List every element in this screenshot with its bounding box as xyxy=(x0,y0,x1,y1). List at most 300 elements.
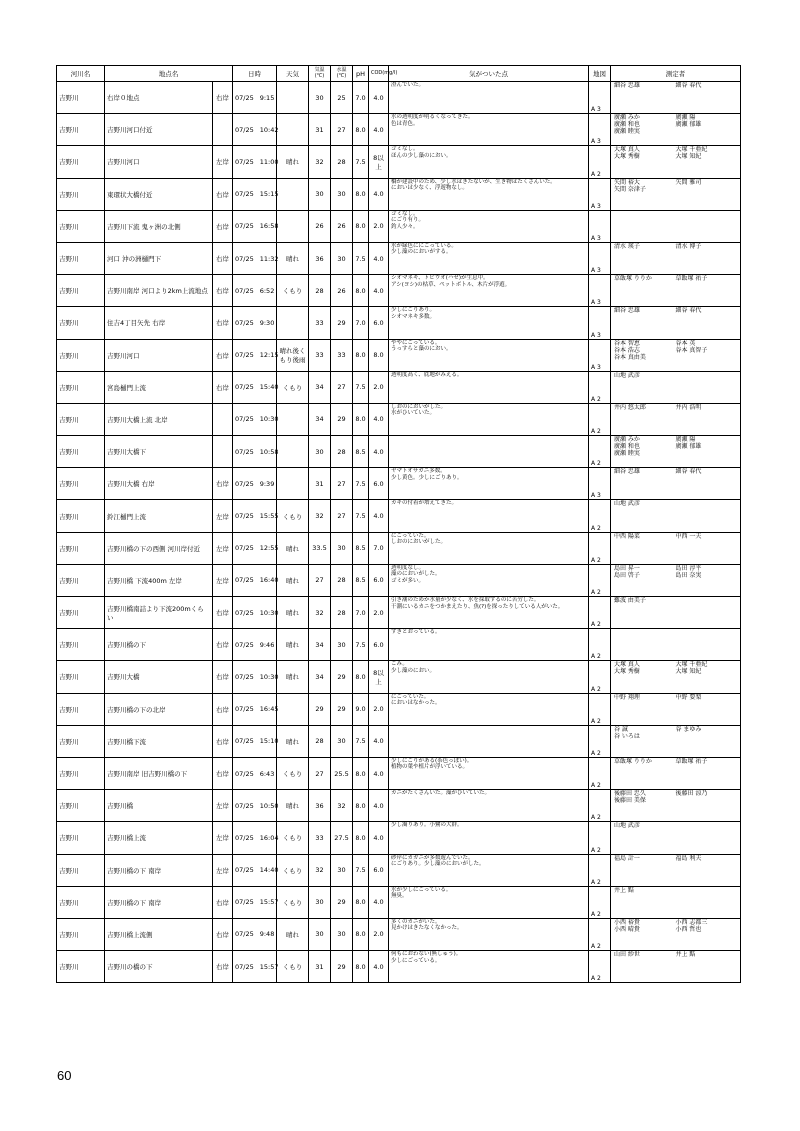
ph-cell: 7.0 xyxy=(353,307,369,339)
map-cell: A 2 xyxy=(589,500,611,532)
weather-cell: くもり xyxy=(277,951,309,983)
notes-cell: ゴミなし。 ほんの少し藻のにおい。 xyxy=(389,146,589,178)
time-value: 12:15 xyxy=(259,351,279,360)
weather-cell: くもり xyxy=(277,275,309,307)
observer-name: 矢間 奈津子 xyxy=(614,185,646,193)
observer-name: 中野 要梨 xyxy=(675,693,702,701)
map-cell: A 2 xyxy=(589,725,611,757)
datetime-cell xyxy=(233,500,277,532)
site-cell: 鈴江樋門上流 xyxy=(105,500,213,532)
site-cell: 吉野川大橋 右岸 xyxy=(105,468,213,500)
observer-cell xyxy=(611,339,741,371)
site-cell: 吉野川橋上流 xyxy=(105,822,213,854)
map-cell: A 2 xyxy=(589,146,611,178)
date-value: 07/25 xyxy=(235,447,254,456)
header-observer: 測定者 xyxy=(611,66,741,82)
table-row xyxy=(57,597,741,629)
time-value: 9:46 xyxy=(259,640,275,649)
bank-cell: 右岸 xyxy=(213,629,233,661)
datetime-cell xyxy=(233,403,277,435)
map-cell: A 2 xyxy=(589,403,611,435)
observer-line xyxy=(614,450,737,457)
site-cell: 東環状大橋付近 xyxy=(105,178,213,210)
map-cell: A 3 xyxy=(589,178,611,210)
river-cell: 吉野川 xyxy=(57,854,105,886)
map-cell: A 2 xyxy=(589,597,611,629)
observer-name: 大塚 千亜紀 xyxy=(675,146,708,154)
date-value: 07/25 xyxy=(235,866,254,875)
site-cell: 吉野川河口 xyxy=(105,339,213,371)
datetime-cell xyxy=(233,532,277,564)
observer-name: 谷 誠 xyxy=(614,725,628,733)
river-cell: 吉野川 xyxy=(57,210,105,242)
map-cell: A 2 xyxy=(589,371,611,403)
river-cell: 吉野川 xyxy=(57,822,105,854)
observer-line xyxy=(614,668,737,675)
observer-name: 矢間 裕大 xyxy=(614,178,640,186)
table-row xyxy=(57,275,741,307)
river-cell: 吉野川 xyxy=(57,339,105,371)
river-cell: 吉野川 xyxy=(57,693,105,725)
date-value: 07/25 xyxy=(235,576,254,585)
bank-cell: 右岸 xyxy=(213,597,233,629)
ph-cell: 8.0 xyxy=(353,275,369,307)
air-temp-cell: 34 xyxy=(309,661,331,693)
observer-cell xyxy=(611,757,741,789)
water-temp-cell: 30 xyxy=(331,178,353,210)
bank-cell: 右岸 xyxy=(213,339,233,371)
ph-cell: 7.5 xyxy=(353,500,369,532)
bank-cell: 左岸 xyxy=(213,564,233,596)
map-cell: A 3 xyxy=(589,82,611,114)
air-temp-cell: 26 xyxy=(309,210,331,242)
notes-cell: 澄んでいた。 xyxy=(389,82,589,114)
observer-name: 難波 由美子 xyxy=(614,597,646,604)
ph-cell: 8.5 xyxy=(353,564,369,596)
observer-name: 大塚 千亜紀 xyxy=(675,661,708,669)
cod-cell: 4.0 xyxy=(369,114,389,146)
observer-name: 廣瀬 睦実 xyxy=(614,128,640,136)
air-temp-cell: 27 xyxy=(309,757,331,789)
observer-line xyxy=(614,347,737,354)
observer-line xyxy=(614,565,737,572)
weather-cell: くもり xyxy=(277,886,309,918)
water-temp-cell: 27.5 xyxy=(331,822,353,854)
site-cell: 吉野川南岸 旧吉野川橋の下 xyxy=(105,757,213,789)
water-temp-cell: 26 xyxy=(331,275,353,307)
date-value: 07/25 xyxy=(235,254,254,263)
observer-cell xyxy=(611,307,741,339)
ph-cell: 8.5 xyxy=(353,532,369,564)
river-cell: 吉野川 xyxy=(57,725,105,757)
cod-cell: 4.0 xyxy=(369,436,389,468)
ph-cell: 8.0 xyxy=(353,178,369,210)
observer-name: 細谷 春代 xyxy=(675,307,702,315)
observer-name: 廣瀬 和也 xyxy=(614,121,640,129)
ph-cell: 8.0 xyxy=(353,339,369,371)
observer-name: 細谷 春代 xyxy=(675,468,702,476)
cod-cell: 2.0 xyxy=(369,210,389,242)
notes-cell: しおのにおいがした。 水がひいていた。 xyxy=(389,403,589,435)
river-cell: 吉野川 xyxy=(57,307,105,339)
date-value: 07/25 xyxy=(235,222,254,231)
air-temp-cell: 30 xyxy=(309,918,331,950)
notes-cell: ごみ。 少し藻のにおい。 xyxy=(389,661,589,693)
air-temp-cell: 30 xyxy=(309,436,331,468)
air-temp-cell: 29 xyxy=(309,693,331,725)
time-value: 10:58 xyxy=(259,447,279,456)
ph-cell: 7.5 xyxy=(353,854,369,886)
observer-line xyxy=(614,926,737,933)
notes-cell: ゴミなし。 にごり有り。 釣人少々。 xyxy=(389,210,589,242)
observer-line xyxy=(614,500,737,507)
observer-line xyxy=(614,694,737,701)
time-value: 12:55 xyxy=(259,544,279,553)
bank-cell: 右岸 xyxy=(213,468,233,500)
observer-name: 細谷 春代 xyxy=(675,82,702,89)
map-cell: A 2 xyxy=(589,757,611,789)
notes-cell xyxy=(389,436,589,468)
site-cell: 吉野川橋の下の西側 河川岸付近 xyxy=(105,532,213,564)
header-row xyxy=(57,66,741,82)
weather-cell: 晴れ xyxy=(277,790,309,822)
date-value: 07/25 xyxy=(235,608,254,617)
observer-name: 福島 利夫 xyxy=(675,854,702,862)
observer-line xyxy=(614,436,737,443)
observer-name: 島田 淳平 xyxy=(675,564,702,572)
weather-cell: 晴れ xyxy=(277,564,309,596)
cod-cell: 4.0 xyxy=(369,757,389,789)
site-cell: 吉野川河口 xyxy=(105,146,213,178)
notes-cell: 少しにごりあり。 シオマネキ多数。 xyxy=(389,307,589,339)
observer-name: 島田 昇一 xyxy=(614,564,640,572)
water-temp-cell: 27 xyxy=(331,371,353,403)
time-value: 16:45 xyxy=(259,705,279,714)
ph-cell: 8.0 xyxy=(353,918,369,950)
site-cell: 吉野川南岸 河口より2km上流地点 xyxy=(105,275,213,307)
river-cell: 吉野川 xyxy=(57,403,105,435)
weather-cell: くもり xyxy=(277,854,309,886)
site-cell: 吉野川橋下流 xyxy=(105,725,213,757)
header-air-temp: 気温(℃) xyxy=(309,66,331,82)
ph-cell: 7.5 xyxy=(353,629,369,661)
table-row xyxy=(57,532,741,564)
date-value: 07/25 xyxy=(235,801,254,810)
header-water-temp: 水温(℃) xyxy=(331,66,353,82)
water-temp-cell: 27 xyxy=(331,114,353,146)
date-value: 07/25 xyxy=(235,286,254,295)
cod-cell: 4.0 xyxy=(369,82,389,114)
map-cell: A 2 xyxy=(589,436,611,468)
datetime-cell xyxy=(233,597,277,629)
map-cell: A 2 xyxy=(589,822,611,854)
date-value: 07/25 xyxy=(235,125,254,134)
observer-line xyxy=(614,597,737,604)
table-row xyxy=(57,403,741,435)
ph-cell: 7.0 xyxy=(353,82,369,114)
table-row xyxy=(57,500,741,532)
header-ph: pH xyxy=(353,66,369,82)
bank-cell: 右岸 xyxy=(213,693,233,725)
water-temp-cell: 28 xyxy=(331,564,353,596)
cod-cell: 4.0 xyxy=(369,886,389,918)
site-cell: 吉野川の橋の下 xyxy=(105,951,213,983)
map-cell: A 2 xyxy=(589,693,611,725)
observer-cell xyxy=(611,886,741,918)
observer-name: 井上 黠 xyxy=(614,886,634,894)
observer-cell xyxy=(611,951,741,983)
ph-cell: 8.0 xyxy=(353,114,369,146)
weather-cell: くもり xyxy=(277,822,309,854)
observer-cell xyxy=(611,725,741,757)
notes-cell: カキの付着が増えてきた。 xyxy=(389,500,589,532)
site-cell: 吉野川橋南詰より下流200mくらい xyxy=(105,597,213,629)
river-cell: 吉野川 xyxy=(57,114,105,146)
site-cell: 吉野川橋上流側 xyxy=(105,918,213,950)
date-value: 07/25 xyxy=(235,383,254,392)
table-row xyxy=(57,468,741,500)
observer-cell xyxy=(611,403,741,435)
cod-cell: 6.0 xyxy=(369,629,389,661)
datetime-cell xyxy=(233,114,277,146)
cod-cell: 2.0 xyxy=(369,693,389,725)
observer-name: 小西 裕貴 xyxy=(614,918,640,926)
bank-cell: 左岸 xyxy=(213,146,233,178)
weather-cell xyxy=(277,178,309,210)
date-value: 07/25 xyxy=(235,930,254,939)
datetime-cell xyxy=(233,564,277,596)
weather-cell xyxy=(277,693,309,725)
time-value: 15:15 xyxy=(259,190,279,199)
water-temp-cell: 33 xyxy=(331,339,353,371)
observer-cell xyxy=(611,146,741,178)
table-row xyxy=(57,661,741,693)
observer-cell xyxy=(611,854,741,886)
observer-line xyxy=(614,951,737,958)
observer-cell xyxy=(611,532,741,564)
observer-name: 大塚 知紀 xyxy=(675,153,702,161)
cod-cell: 4.0 xyxy=(369,403,389,435)
river-cell: 吉野川 xyxy=(57,500,105,532)
water-temp-cell: 30 xyxy=(331,532,353,564)
observer-name: 廣瀬 郁雄 xyxy=(675,121,702,129)
notes-cell: ヤマトオサガニ多数。 少し黄色。少しにごりあり。 xyxy=(389,468,589,500)
table-row xyxy=(57,146,741,178)
ph-cell: 8.0 xyxy=(353,822,369,854)
table-row xyxy=(57,629,741,661)
observer-line xyxy=(614,855,737,862)
datetime-cell xyxy=(233,436,277,468)
site-cell: 吉野川橋の下 南岸 xyxy=(105,886,213,918)
observer-name: 大塚 知紀 xyxy=(675,668,702,676)
river-cell: 吉野川 xyxy=(57,275,105,307)
time-value: 6:43 xyxy=(259,769,275,778)
notes-cell: すきとおっている。 xyxy=(389,629,589,661)
river-cell: 吉野川 xyxy=(57,629,105,661)
map-cell: A 2 xyxy=(589,661,611,693)
site-cell: 宮島樋門上流 xyxy=(105,371,213,403)
observer-cell xyxy=(611,242,741,274)
cod-cell: 4.0 xyxy=(369,790,389,822)
observer-name: 廣瀬 みか xyxy=(614,436,640,444)
river-cell: 吉野川 xyxy=(57,564,105,596)
map-cell: A 2 xyxy=(589,532,611,564)
observer-name: 草飯塚 りりか xyxy=(614,757,652,765)
datetime-cell xyxy=(233,918,277,950)
river-cell: 吉野川 xyxy=(57,918,105,950)
observer-name: 大塚 真人 xyxy=(614,661,640,669)
observer-name: 廣瀬 陽 xyxy=(675,436,696,444)
observer-line xyxy=(614,726,737,733)
map-cell: A 2 xyxy=(589,886,611,918)
time-value: 10:42 xyxy=(259,125,279,134)
air-temp-cell: 34 xyxy=(309,629,331,661)
ph-cell: 7.5 xyxy=(353,146,369,178)
observer-name: 井上 黠 xyxy=(675,951,696,959)
air-temp-cell: 33 xyxy=(309,822,331,854)
table-row xyxy=(57,564,741,596)
ph-cell: 8.0 xyxy=(353,790,369,822)
datetime-cell xyxy=(233,790,277,822)
cod-cell: 2.0 xyxy=(369,918,389,950)
observer-line xyxy=(614,733,737,740)
air-temp-cell: 31 xyxy=(309,114,331,146)
cod-cell: 6.0 xyxy=(369,854,389,886)
water-temp-cell: 29 xyxy=(331,886,353,918)
observer-line xyxy=(614,919,737,926)
bank-cell: 右岸 xyxy=(213,210,233,242)
air-temp-cell: 32 xyxy=(309,146,331,178)
air-temp-cell: 32 xyxy=(309,854,331,886)
date-value: 07/25 xyxy=(235,157,254,166)
cod-cell: 8以上 xyxy=(369,661,389,693)
river-cell: 吉野川 xyxy=(57,371,105,403)
map-cell: A 3 xyxy=(589,210,611,242)
observer-cell xyxy=(611,436,741,468)
date-value: 07/25 xyxy=(235,737,254,746)
observer-line xyxy=(614,758,737,765)
time-value: 16:40 xyxy=(259,576,279,585)
site-cell: 住吉4丁目矢先 右岸 xyxy=(105,307,213,339)
table-row xyxy=(57,951,741,983)
air-temp-cell: 30 xyxy=(309,886,331,918)
weather-cell: 晴れ xyxy=(277,597,309,629)
water-temp-cell: 30 xyxy=(331,725,353,757)
weather-cell: 晴れ xyxy=(277,146,309,178)
time-value: 9:48 xyxy=(259,930,275,939)
ph-cell: 8.0 xyxy=(353,951,369,983)
bank-cell: 左岸 xyxy=(213,532,233,564)
observer-name: 谷本 浩志 xyxy=(614,346,640,354)
weather-cell: 晴れ xyxy=(277,725,309,757)
table-row xyxy=(57,725,741,757)
cod-cell: 4.0 xyxy=(369,275,389,307)
table-row xyxy=(57,822,741,854)
air-temp-cell: 36 xyxy=(309,790,331,822)
notes-cell: 水の透明度が明るくなってきた。 色は青色。 xyxy=(389,114,589,146)
map-cell: A 3 xyxy=(589,468,611,500)
river-cell: 吉野川 xyxy=(57,757,105,789)
map-cell: A 2 xyxy=(589,951,611,983)
cod-cell: 4.0 xyxy=(369,242,389,274)
river-cell: 吉野川 xyxy=(57,790,105,822)
notes-cell: 砂岸にカガニが多数遊んでいた。 にごりあり。少し藻のにおいがした。 xyxy=(389,854,589,886)
cod-cell: 4.0 xyxy=(369,822,389,854)
bank-cell: 左岸 xyxy=(213,790,233,822)
observer-name: 廣瀬 みか xyxy=(614,114,640,122)
time-value: 15:40 xyxy=(259,383,279,392)
date-value: 07/25 xyxy=(235,415,254,424)
water-temp-cell: 26 xyxy=(331,210,353,242)
weather-cell xyxy=(277,307,309,339)
datetime-cell xyxy=(233,886,277,918)
observer-cell xyxy=(611,822,741,854)
notes-cell: 少し濁りあり。小鷺の大群。 xyxy=(389,822,589,854)
observer-line xyxy=(614,572,737,579)
observer-line xyxy=(614,822,737,829)
datetime-cell xyxy=(233,725,277,757)
weather-cell: 晴れ後くもり後雨 xyxy=(277,339,309,371)
bank-cell: 右岸 xyxy=(213,886,233,918)
observer-cell xyxy=(611,178,741,210)
observer-name: 廣瀬 和也 xyxy=(614,443,640,451)
cod-cell: 2.0 xyxy=(369,597,389,629)
observer-name: 清水 博子 xyxy=(675,242,702,250)
notes-cell: 透明度なし。 藻のにおいがした。 ゴミが多い。 xyxy=(389,564,589,596)
observer-name: 後藤田 涼乃 xyxy=(675,790,708,798)
datetime-cell xyxy=(233,629,277,661)
weather-cell: くもり xyxy=(277,500,309,532)
cod-cell: 6.0 xyxy=(369,307,389,339)
time-value: 15:57 xyxy=(259,898,279,907)
observer-name: 後藤田 美保 xyxy=(614,797,646,805)
air-temp-cell: 36 xyxy=(309,242,331,274)
observer-name: 後藤田 忠久 xyxy=(614,790,646,798)
page-number: 60 xyxy=(57,1068,72,1083)
notes-cell xyxy=(389,725,589,757)
map-cell: A 2 xyxy=(589,854,611,886)
time-value: 16:04 xyxy=(259,833,279,842)
bank-cell: 右岸 xyxy=(213,307,233,339)
datetime-cell xyxy=(233,854,277,886)
air-temp-cell: 31 xyxy=(309,468,331,500)
table-row xyxy=(57,693,741,725)
observer-name: 中西 一夫 xyxy=(675,532,702,540)
bank-cell: 右岸 xyxy=(213,371,233,403)
datetime-cell xyxy=(233,242,277,274)
water-temp-cell: 30 xyxy=(331,242,353,274)
water-temp-cell: 28 xyxy=(331,436,353,468)
datetime-cell xyxy=(233,146,277,178)
river-cell: 吉野川 xyxy=(57,951,105,983)
date-value: 07/25 xyxy=(235,962,254,971)
date-value: 07/25 xyxy=(235,544,254,553)
observer-name: 谷本 智恵 xyxy=(614,339,640,347)
observer-line xyxy=(614,275,737,282)
air-temp-cell: 33 xyxy=(309,307,331,339)
header-weather: 天気 xyxy=(277,66,309,82)
observer-name: 細谷 忠雄 xyxy=(614,307,640,315)
date-value: 07/25 xyxy=(235,351,254,360)
water-temp-cell: 30 xyxy=(331,854,353,886)
river-cell: 吉野川 xyxy=(57,468,105,500)
date-value: 07/25 xyxy=(235,479,254,488)
notes-cell: ややにごっている。 うっすらと藻のにおい。 xyxy=(389,339,589,371)
map-cell: A 3 xyxy=(589,275,611,307)
map-cell: A 2 xyxy=(589,918,611,950)
observer-name: 谷 まゆみ xyxy=(675,725,702,733)
time-value: 6:52 xyxy=(259,286,275,295)
